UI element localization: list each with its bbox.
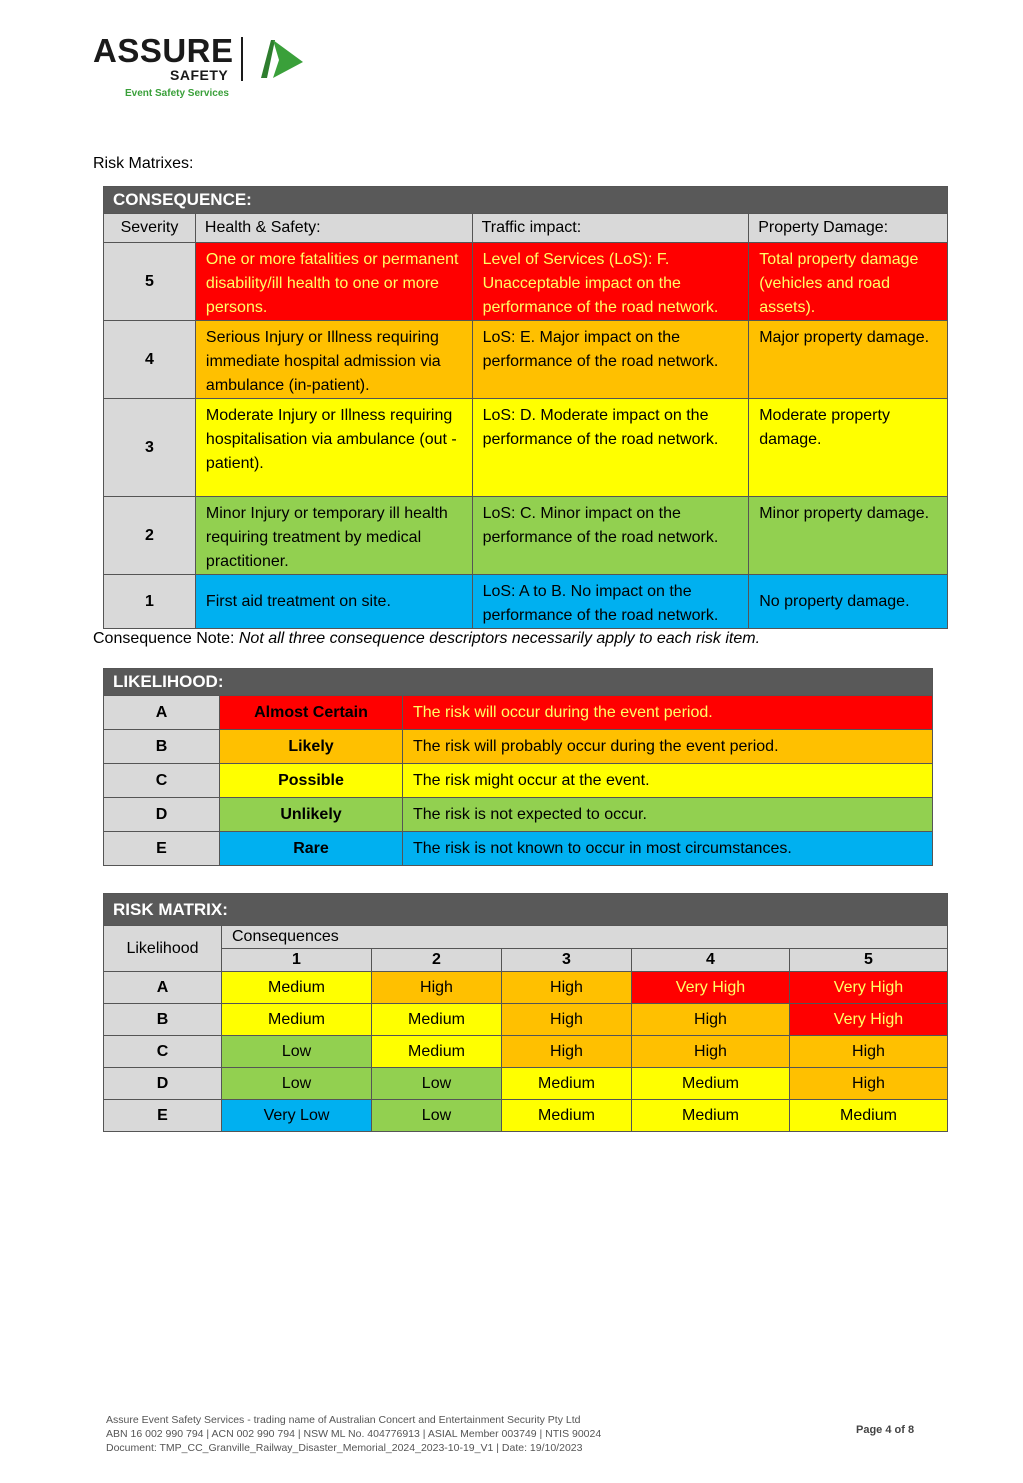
property-cell: Major property damage. — [749, 321, 948, 399]
likelihood-desc: The risk might occur at the event. — [403, 764, 933, 798]
consequence-row — [104, 399, 948, 497]
risk-row-letter: A — [104, 972, 222, 1004]
risk-cell: Very High — [789, 972, 947, 1004]
likelihood-desc: The risk is not known to occur in most circumstances. — [403, 832, 933, 866]
likelihood-title: LIKELIHOOD: — [104, 669, 933, 696]
risk-cell: Low — [222, 1068, 372, 1100]
risk-matrix-row — [104, 972, 948, 1004]
risk-cell: High — [789, 1068, 947, 1100]
risk-cell: High — [631, 1004, 789, 1036]
logo-word-assure: ASSURE — [93, 32, 234, 69]
risk-matrix-row — [104, 1004, 948, 1036]
severity-level: 5 — [104, 243, 196, 321]
consequence-row — [104, 497, 948, 575]
severity-level: 3 — [104, 399, 196, 497]
risk-cell: Very High — [631, 972, 789, 1004]
property-cell: No property damage. — [749, 575, 948, 629]
risk-row-letter: B — [104, 1004, 222, 1036]
health-cell: First aid treatment on site. — [195, 575, 472, 629]
risk-row-letter: C — [104, 1036, 222, 1068]
consequences-axis-label: Consequences — [222, 926, 948, 949]
traffic-cell: LoS: E. Major impact on the performance of the road network. — [472, 321, 749, 399]
risk-cell: High — [631, 1036, 789, 1068]
severity-level: 1 — [104, 575, 196, 629]
risk-cell: Medium — [222, 972, 372, 1004]
risk-cell: High — [789, 1036, 947, 1068]
consequence-row — [104, 575, 948, 629]
health-cell: Minor Injury or temporary ill health requiring treatment by medical practitioner. — [195, 497, 472, 575]
logo-tagline: Event Safety Services — [125, 88, 229, 99]
page-footer — [106, 1413, 601, 1455]
risk-cell: High — [501, 972, 631, 1004]
footer-line: Assure Event Safety Services - trading name of Australian Concert and Entertainment Security Pty Ltd — [106, 1414, 581, 1426]
health-header: Health & Safety: — [195, 214, 472, 243]
risk-cell: High — [501, 1004, 631, 1036]
risk-cell: Low — [371, 1068, 501, 1100]
risk-matrix-row — [104, 1100, 948, 1132]
likelihood-axis-label: Likelihood — [104, 926, 222, 972]
risk-cell: Low — [222, 1036, 372, 1068]
consequence-column-header: 5 — [789, 949, 947, 972]
property-cell: Total property damage (vehicles and road assets). — [749, 243, 948, 321]
risk-cell: Medium — [371, 1004, 501, 1036]
health-cell: One or more fatalities or permanent disability/ill health to one or more persons. — [195, 243, 472, 321]
risk-cell: High — [501, 1036, 631, 1068]
consequence-column-header: 1 — [222, 949, 372, 972]
severity-header: Severity — [104, 214, 196, 243]
likelihood-desc: The risk will occur during the event period. — [403, 696, 933, 730]
traffic-cell: LoS: C. Minor impact on the performance of the road network. — [472, 497, 749, 575]
consequence-row — [104, 321, 948, 399]
property-cell: Minor property damage. — [749, 497, 948, 575]
risk-matrix-title: RISK MATRIX: — [104, 894, 948, 926]
likelihood-desc: The risk will probably occur during the event period. — [403, 730, 933, 764]
traffic-cell: LoS: A to B. No impact on the performance of the road network. — [472, 575, 749, 629]
risk-cell: Medium — [789, 1100, 947, 1132]
risk-cell: Very Low — [222, 1100, 372, 1132]
risk-cell: Medium — [501, 1068, 631, 1100]
traffic-cell: Level of Services (LoS): F. Unacceptable impact on the performance of the road network. — [472, 243, 749, 321]
property-header: Property Damage: — [749, 214, 948, 243]
risk-cell: Very High — [789, 1004, 947, 1036]
likelihood-table — [103, 668, 933, 866]
consequence-column-header: 2 — [371, 949, 501, 972]
note-text: Not all three consequence descriptors necessarily apply to each risk item. — [238, 630, 761, 647]
risk-cell: Medium — [631, 1100, 789, 1132]
logo-word-safety: SAFETY — [170, 67, 229, 83]
footer-line: ABN 16 002 990 794 | ACN 002 990 794 | NSW ML No. 404776913 | ASIAL Member 003749 | NTIS 90024 — [106, 1428, 602, 1440]
property-cell: Moderate property damage. — [749, 399, 948, 497]
risk-matrix-row — [104, 1068, 948, 1100]
likelihood-letter: D — [104, 798, 220, 832]
severity-level: 2 — [104, 497, 196, 575]
likelihood-name: Almost Certain — [220, 696, 403, 730]
likelihood-row — [104, 832, 933, 866]
likelihood-letter: C — [104, 764, 220, 798]
likelihood-row — [104, 764, 933, 798]
likelihood-desc: The risk is not expected to occur. — [403, 798, 933, 832]
consequence-row — [104, 243, 948, 321]
company-logo — [93, 34, 323, 104]
note-label: Consequence Note: — [93, 630, 239, 647]
likelihood-row — [104, 798, 933, 832]
risk-cell: Medium — [371, 1036, 501, 1068]
likelihood-letter: E — [104, 832, 220, 866]
risk-matrix-row — [104, 1036, 948, 1068]
health-cell: Moderate Injury or Illness requiring hospitalisation via ambulance (out -patient). — [195, 399, 472, 497]
page-number: Page 4 of 8 — [856, 1424, 915, 1436]
logo-triangle-icon — [253, 38, 309, 82]
section-title: Risk Matrixes: — [93, 155, 194, 172]
likelihood-name: Unlikely — [220, 798, 403, 832]
risk-cell: Low — [371, 1100, 501, 1132]
logo-divider — [241, 37, 243, 81]
consequence-table — [103, 186, 948, 629]
risk-cell: Medium — [631, 1068, 789, 1100]
risk-cell: High — [371, 972, 501, 1004]
consequence-title: CONSEQUENCE: — [104, 187, 948, 214]
risk-row-letter: D — [104, 1068, 222, 1100]
risk-row-letter: E — [104, 1100, 222, 1132]
consequence-column-header: 4 — [631, 949, 789, 972]
consequence-note — [93, 630, 760, 648]
likelihood-row — [104, 730, 933, 764]
risk-cell: Medium — [222, 1004, 372, 1036]
risk-cell: Medium — [501, 1100, 631, 1132]
traffic-cell: LoS: D. Moderate impact on the performance of the road network. — [472, 399, 749, 497]
severity-level: 4 — [104, 321, 196, 399]
likelihood-name: Possible — [220, 764, 403, 798]
risk-matrix-table — [103, 893, 948, 1132]
health-cell: Serious Injury or Illness requiring immediate hospital admission via ambulance (in-patient). — [195, 321, 472, 399]
traffic-header: Traffic impact: — [472, 214, 749, 243]
footer-line: Document: TMP_CC_Granville_Railway_Disaster_Memorial_2024_2023-10-19_V1 | Date: 19/10/2023 — [106, 1442, 583, 1454]
likelihood-row — [104, 696, 933, 730]
likelihood-letter: A — [104, 696, 220, 730]
likelihood-name: Likely — [220, 730, 403, 764]
likelihood-letter: B — [104, 730, 220, 764]
consequence-column-header: 3 — [501, 949, 631, 972]
likelihood-name: Rare — [220, 832, 403, 866]
